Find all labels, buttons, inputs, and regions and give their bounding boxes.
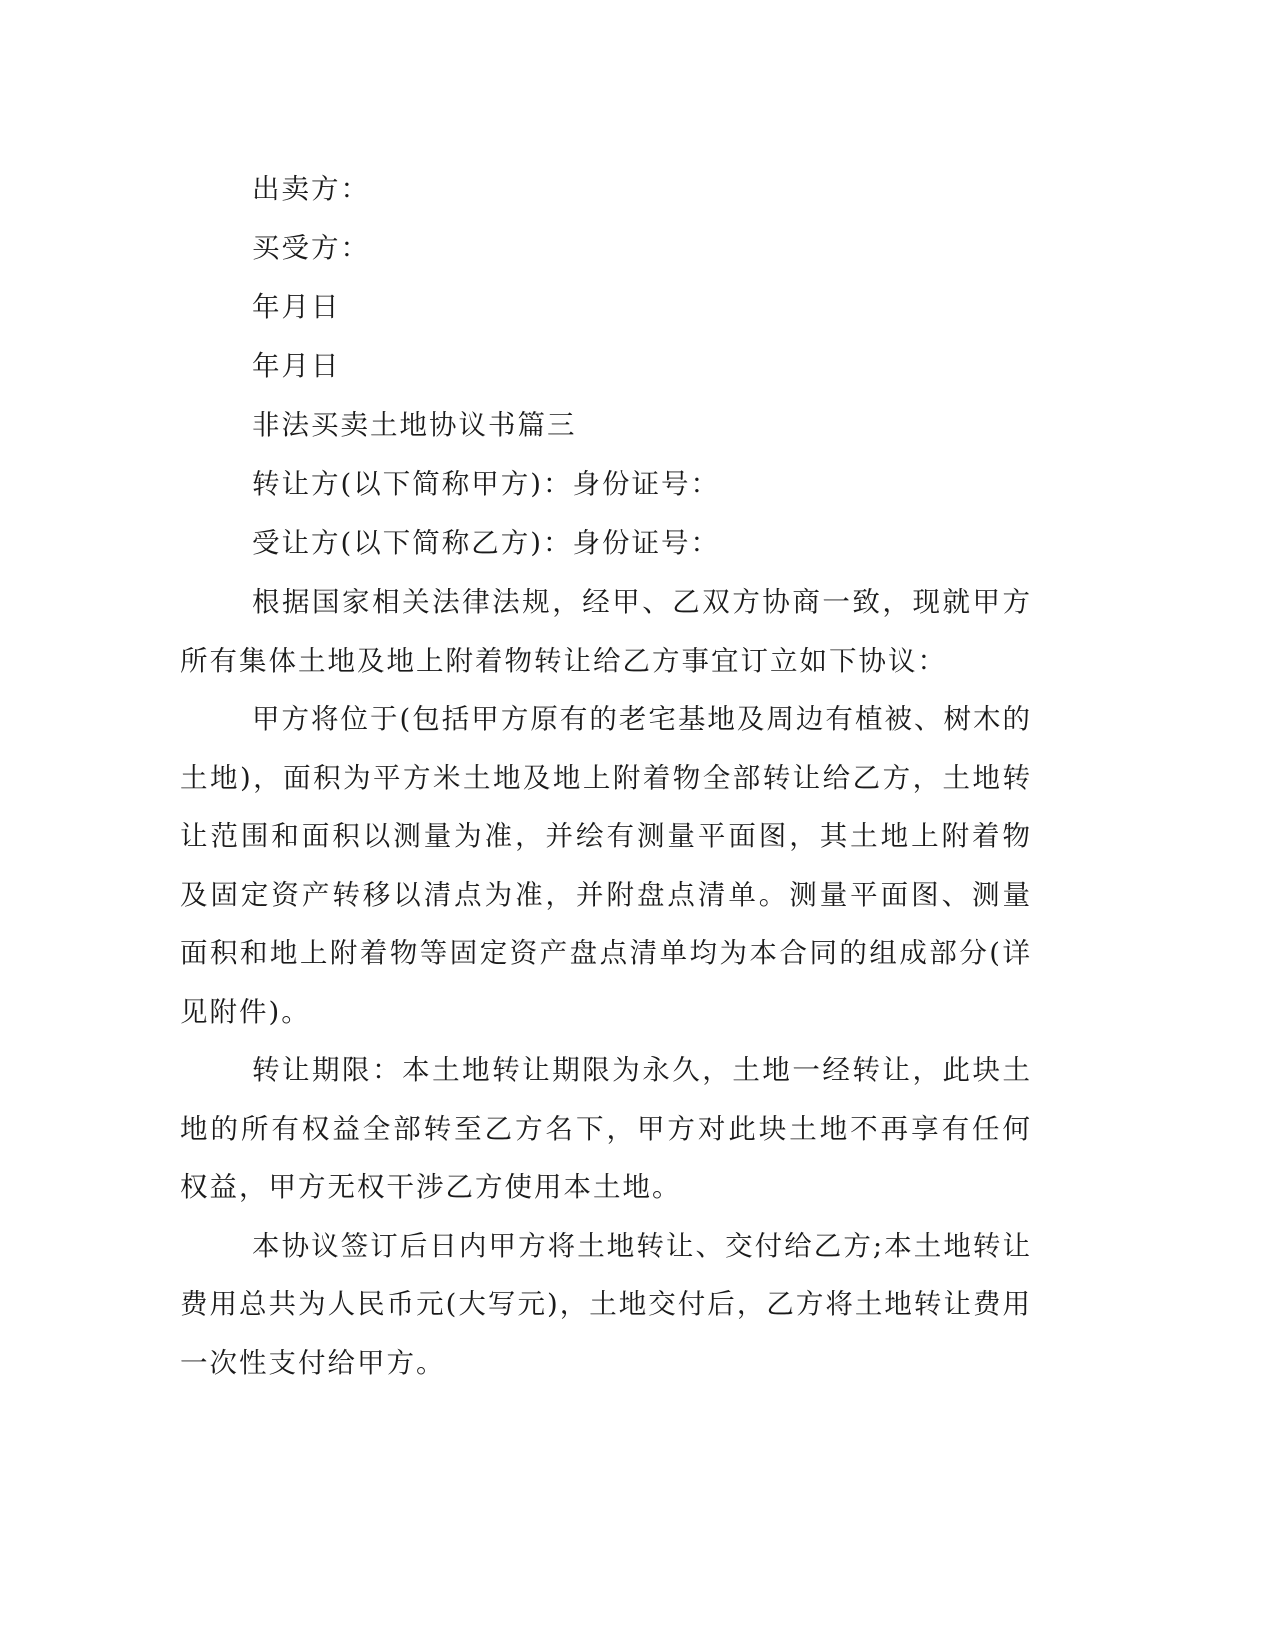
transferor-line: 转让方(以下简称甲方)：身份证号： — [252, 468, 720, 500]
seller-line: 出卖方： — [252, 173, 370, 205]
buyer-line: 买受方： — [252, 232, 370, 264]
transferee-line: 受让方(以下简称乙方)：身份证号： — [252, 527, 720, 559]
date-line: 年月日 — [252, 350, 341, 382]
transfer-term-paragraph: 转让期限：本土地转让期限为永久，土地一经转让，此块土地的所有权益全部转至乙方名下，甲方对此块土地不再享有任何权益，甲方无权干涉乙方使用本土地。 — [180, 1054, 1032, 1203]
document-body — [180, 160, 1032, 1392]
payment-paragraph: 本协议签订后日内甲方将土地转让、交付给乙方;本土地转让费用总共为人民币元(大写元)，土地交付后，乙方将土地转让费用一次性支付给甲方。 — [180, 1229, 1032, 1379]
date-line: 年月日 — [252, 291, 341, 323]
land-description-paragraph: 甲方将位于(包括甲方原有的老宅基地及周边有植被、树木的土地)，面积为平方米土地及地上附着物全部转让给乙方，土地转让范围和面积以测量为准，并绘有测量平面图，其土地上附着物及固定资产转移以清点为准，并附盘点清单。测量平面图、测量面积和地上附着物等固定资产盘点清单均为本合同的组成部分(详见附件)。 — [180, 703, 1032, 1028]
agreement-preamble: 根据国家相关法律法规，经甲、乙双方协商一致，现就甲方所有集体土地及地上附着物转让给乙方事宜订立如下协议： — [180, 586, 1032, 677]
section-title: 非法买卖土地协议书篇三 — [252, 409, 577, 441]
